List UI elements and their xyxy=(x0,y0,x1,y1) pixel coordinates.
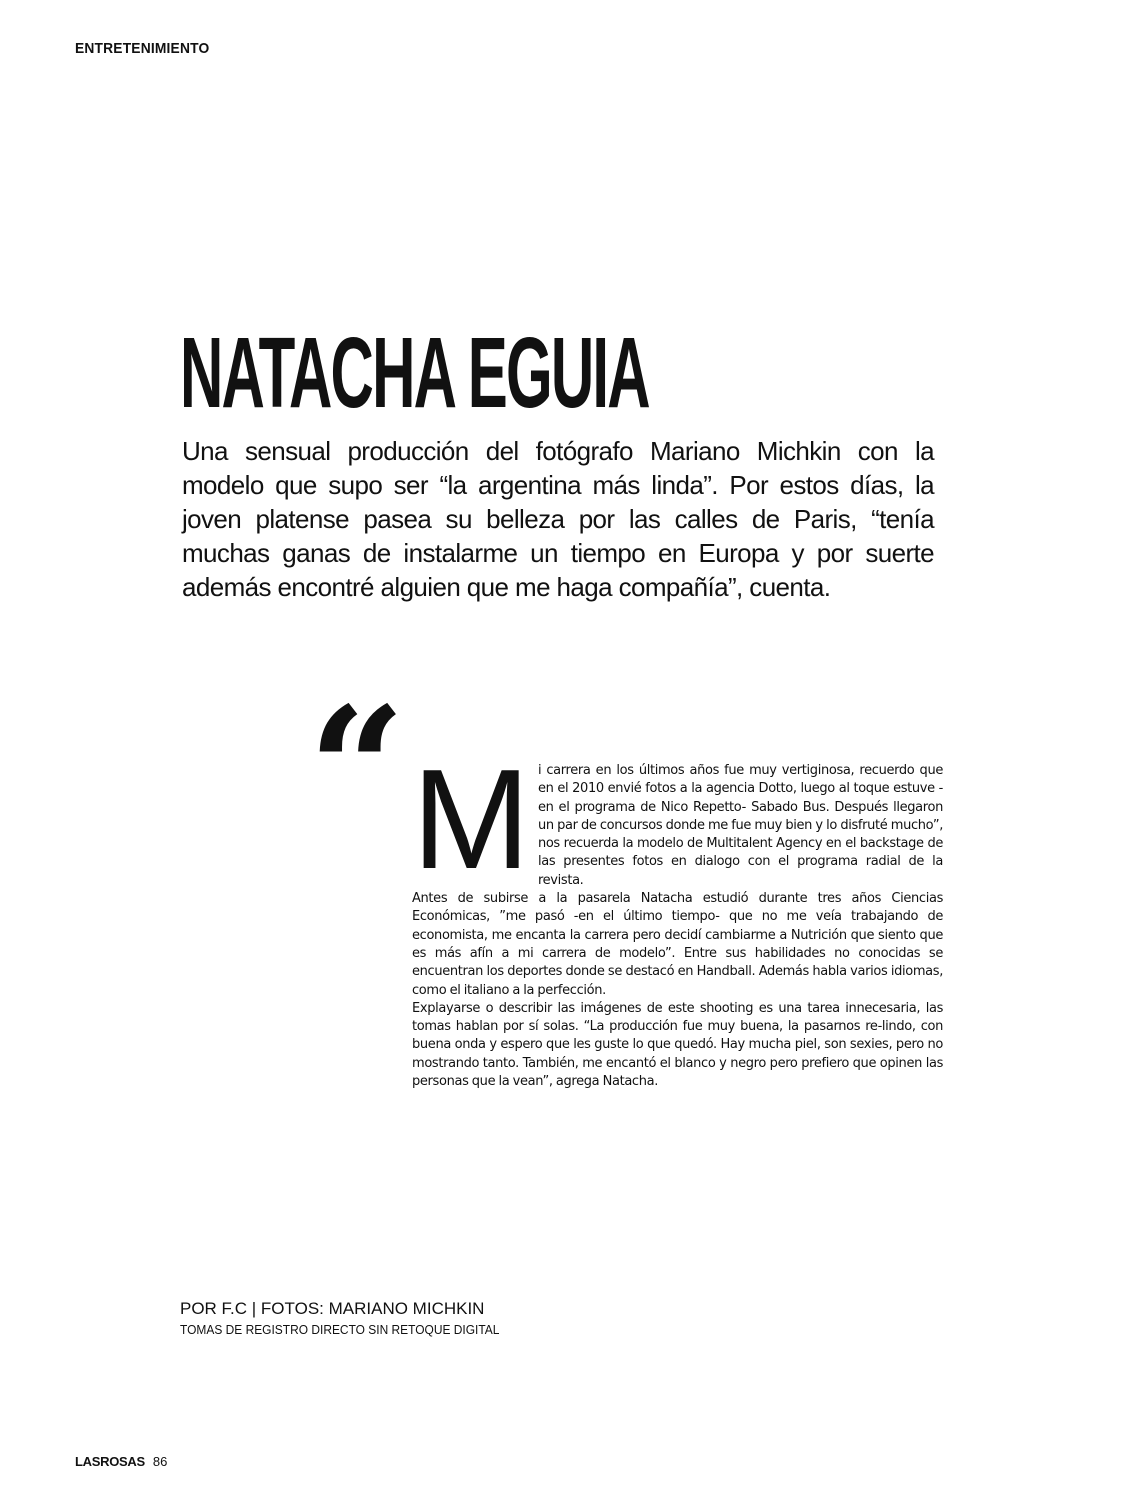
page-footer xyxy=(75,1453,167,1471)
section-label: ENTRETENIMIENTO xyxy=(75,40,210,57)
body-paragraph-2: Antes de subirse a la pasarela Natacha estudió durante tres años Ciencias Económicas, ”me pasó -en el último tiempo- que no me veía trabajando de economista, me encanta la carrera pero decidí cambiarme a Nutrición que siento que es más afín a mi carrera de modelo”. Entre sus habilidades no conocidas se encuentran los deportes donde se destacó en Handball. Además habla varios idiomas, como el italiano a la perfección. xyxy=(412,891,943,998)
article-title: NATACHA EGUIA xyxy=(180,317,649,429)
opening-quote-mark: “ xyxy=(308,670,406,870)
article-lead: Una sensual producción del fotógrafo Mariano Michkin con la modelo que supo ser “la argentina más linda”. Por estos días, la joven platense pasea su belleza por las calles de Paris, “tenía muchas ganas de instalarme un tiempo en Europa y por suerte además encontré alguien que me haga compañía”, cuenta. xyxy=(182,436,934,602)
body-paragraph-3: Explayarse o describir las imágenes de este shooting es una tarea innecesaria, las tomas hablan por sí solas. “La producción fue muy buena, la pasarnos re-lindo, con buena onda y espero que les guste lo que quedó. Hay mucha piel, son sexies, pero no mostrando tanto. También, me encantó el blanco y negro pero prefiero que opinen las personas que la vean”, agrega Natacha. xyxy=(412,1000,943,1090)
article-body xyxy=(412,740,943,1091)
magazine-logo: LASROSAS xyxy=(75,1454,145,1469)
photo-credits: POR F.C | FOTOS: MARIANO MICHKIN xyxy=(180,1299,485,1318)
drop-cap: M xyxy=(412,740,530,899)
body-paragraph-1 xyxy=(412,740,943,899)
paragraph-text: i carrera en los últimos años fue muy vertiginosa, recuerdo que en el 2010 envié fotos a la agencia Dotto, luego al toque estuve -en el programa de Nico Repetto- Sabado Bus. Después llegaron un par de concursos donde me fue muy bien y lo disfruté mucho”, nos recuerda la modelo de Multitalent Agency en el backstage de las presentes fotos en dialogo con el programa radial de la revista. xyxy=(537,763,943,888)
page-number: 86 xyxy=(152,1454,168,1469)
credits-note: TOMAS DE REGISTRO DIRECTO SIN RETOQUE DIGITAL xyxy=(180,1322,500,1337)
